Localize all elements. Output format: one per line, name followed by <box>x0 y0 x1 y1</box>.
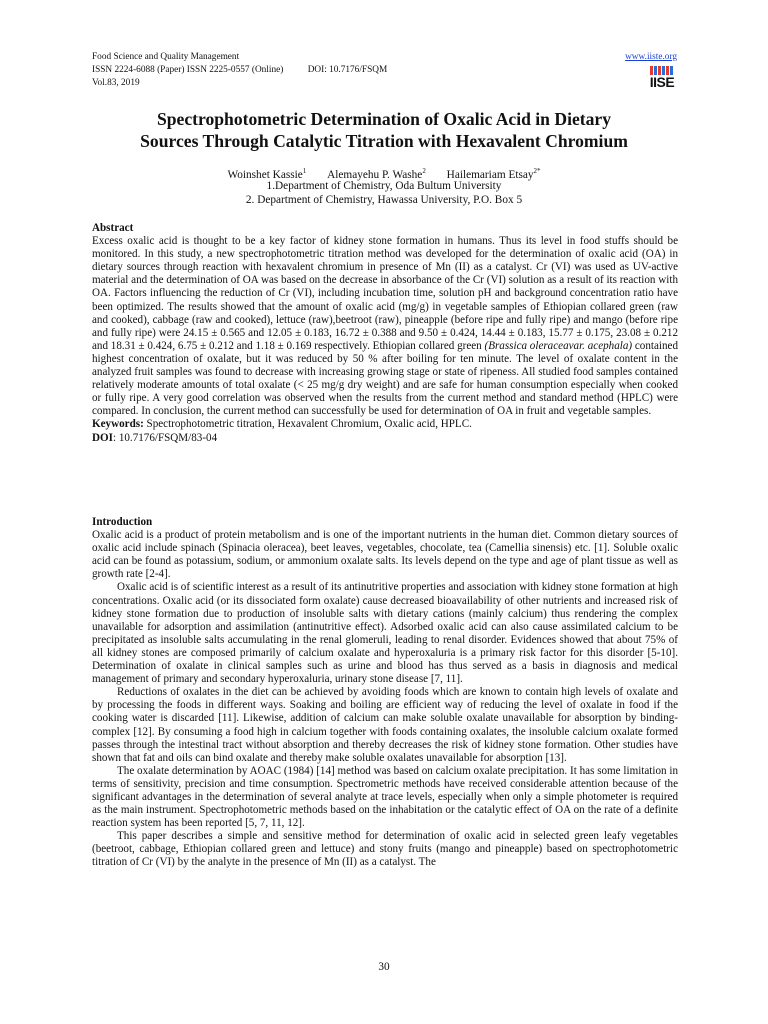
species-name: (Brassica oleraceavar. acephala) <box>484 339 633 352</box>
author-1: Woinshet Kassie$^1$ <box>227 167 307 181</box>
intro-paragraph-1: Oxalic acid is a product of protein metabolism and is one of the important nutrients in the human diet. Common dietary sources of oxalic acid include spinach (Spinacia oleracea), beet leaves, vegetables, chocolate, tea (Camellia sinensis) etc. [1]. Soluble oxalic acid can be found as potassium, sodium, or ammonium oxalate salts. Its levels depend on the type and age of plant tissue as well as growth rate [2-4]. <box>92 529 678 581</box>
introduction-heading: Introduction <box>92 516 153 528</box>
publisher-link[interactable]: www.iiste.org <box>625 52 677 62</box>
author-2: Alemayehu P. Washe$^2$ <box>327 167 426 181</box>
intro-paragraph-3: Reductions of oxalates in the diet can be achieved by avoiding foods which are known to contain high levels of oxalate and by processing the foods in different ways. Soaking and boiling are efficient way of reducing the level of oxalate in food if the cooking water is discarded [11]. Likewise, addition of calcium can make soluble oxalate unavailable for absorption by binding- complex [12]. By consuming a food high in calcium together with foods containing oxalates, the insoluble calcium oxalate formed passes through the intestinal tract without absorption and thereby decreases the risk of kidney stone formation. Other studies have shown that fat and oils can bind oxalate and thereby make soluble oxalates unavailable for absorption [13]. <box>92 686 678 764</box>
intro-paragraph-4: The oxalate determination by AOAC (1984) [14] method was based on calcium oxalate precipitation. It has some limitation in terms of sensitivity, precision and time consumption. Spectrometric methods have received considerable attention because of the significant advantages in the determination of several analyte at trace levels, especially when only a simple photometer is required as the main instrument. Spectrophotometric methods based on the inhabitation or the catalytic effect of OA on the rate of a definite reaction system has been reported [5, 7, 11, 12]. <box>92 764 678 830</box>
logo-text: IISE <box>649 74 675 90</box>
author-3: Hailemariam Etsay$^{2*}$ <box>446 167 541 181</box>
abstract-heading: Abstract <box>92 222 134 234</box>
journal-header <box>92 51 387 90</box>
affiliation-2: 2. Department of Chemistry, Hawassa University, P.O. Box 5 <box>245 194 523 206</box>
issn-line: ISSN 2224-6088 (Paper) ISSN 2225-0557 (Online) <box>92 65 284 75</box>
title-line-1: Spectrophotometric Determination of Oxalic Acid in Dietary <box>156 109 612 129</box>
doi-line: DOI: 10.7176/FSQM/83-04 <box>92 431 218 444</box>
journal-name: Food Science and Quality Management <box>92 52 240 62</box>
volume-line: Vol.83, 2019 <box>92 78 140 88</box>
paper-title <box>60 108 708 152</box>
abstract-section <box>92 222 678 445</box>
publisher-header <box>625 51 677 97</box>
introduction-section <box>92 516 678 870</box>
page-number: 30 <box>378 961 390 973</box>
title-line-2: Sources Through Catalytic Titration with Hexavalent Chromium <box>140 131 628 151</box>
abstract-text: Excess oxalic acid is thought to be a key factor of kidney stone formation in humans. Thus its level in food stuffs should be monitored. In this study, a new spectrophotometric titration method was developed for the determination of oxalic acid (OA) in dietary sources through reaction with hexavalent chromium in presence of Mn (II) as a catalyst. Cr (VI) was used as UV-active material and the determination of OA was based on the decrease in absorbance of the Cr (VI) solution as a result of its reaction with OA. Factors influencing the reduction of Cr (VI), including incubation time, solution pH and background concentration ratio have been optimized. The results showed that the amount of oxalic acid (mg/g) in vegetable samples of Ethiopian collared green (raw and cooked), cabbage (raw and cooked), lettuce (raw),beetroot (raw), pineapple (before ripe and fully ripe) and mango (before ripe and fully ripe) were 24.15 ± 0.565 and 12.05 ± 0.183, 16.72 ± 0.388 and 9.50 ± 0.424, 14.44 ± 0.183, 15.77 ± 0.175, 23.08 ± 0.212 and 18.31 ± 0.424, 6.75 ± 0.212 and 1.18 ± 0.169 respectively. Ethiopian collared green (Brassica oleraceavar. acephala) contained highest concentration of oxalate, but it was reduced by 50 % after boiling for ten minute. The level of oxalate content in the analyzed fruit samples was found to decrease with increasing growing stage or state of ripeness. All studied food samples contained relatively moderate amounts of total oxalate (< 25 mg/g dry weight) and are safe for human consumption especially when cooked or fully ripe. A very good correlation was observed when the results from the current method and standard method (HPLC) were compared. In conclusion, the current method can successfully be used for determination of OA in fruit and vegetable samples. <box>92 235 678 418</box>
journal-doi: DOI: 10.7176/FSQM <box>307 65 388 75</box>
iiste-logo <box>647 66 677 92</box>
intro-paragraph-5: This paper describes a simple and sensitive method for determination of oxalic acid in selected green leafy vegetables (beetroot, cabbage, Ethiopian collared green and lettuce) and stony fruits (mango and pineapple) based on spectrophotometric titration of Cr (VI) by the analyte in the presence of Mn (II) as a catalyst. The <box>92 830 678 869</box>
affiliation-1: 1.Department of Chemistry, Oda Bultum University <box>266 180 502 192</box>
intro-paragraph-2: Oxalic acid is of scientific interest as a result of its antinutritive properties and association with kidney stone formation at high concentrations. Oxalic acid (or its dissociated form oxalate) cause decreased bioavailability of other nutrients and increased risk of kidney stone formation due to production of insoluble salts with dietary cations (mainly calcium) thus rendering the complex unavailable for adsorption and assimilation (antinutritive effect). Adsorbed oxalic acid can also cause assimilated calcium to be precipitated as insoluble salts accumulating in the renal glomeruli, leading to renal disorder. Evidences showed that about 75% of all kidney stones are composed primarily of calcium oxalate and hyperoxaluria is a primary risk factor for this disorder [5-10]. Determination of oxalate in clinical samples such as urine and blood has thus served as a basis in diagnosis and medical management of primary and secondary hyperoxaluria, urinary stone disease [7, 11]. <box>92 581 678 686</box>
keywords-line: Keywords: Spectrophotometric titration, Hexavalent Chromium, Oxalic acid, HPLC. <box>92 418 472 431</box>
